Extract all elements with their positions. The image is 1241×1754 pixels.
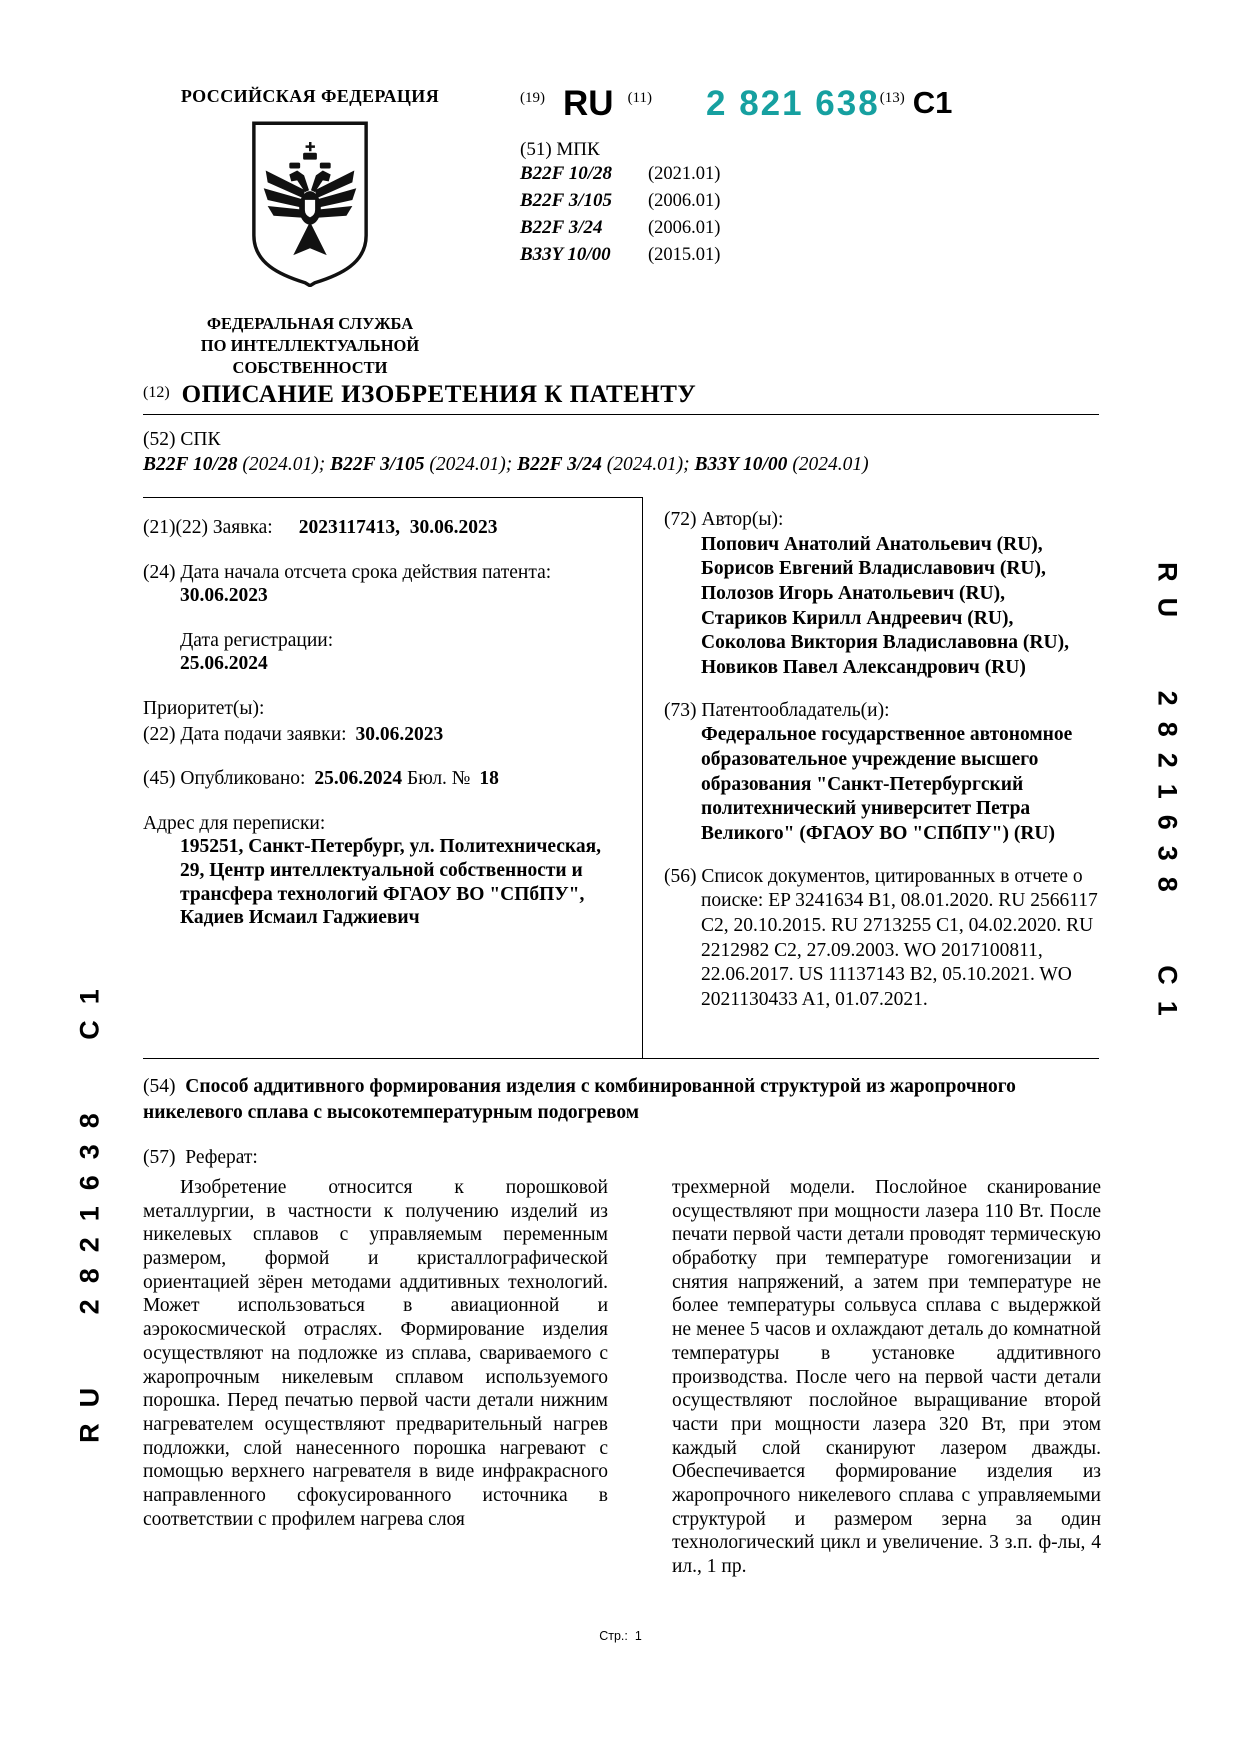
registration-label: Дата регистрации: <box>180 629 334 651</box>
published-field <box>143 767 625 791</box>
coat-of-arms-icon <box>246 119 374 287</box>
cpc-section-label: (52) СПК <box>143 429 221 450</box>
abstract-text-1: Изобретение относится к порошковой металлургии, в частности к получению изделий из никелевых сплавов с управляемым переменным размером, формой и кристаллографической ориентацией зёрен методами аддитивных технологий. Может использоваться в авиационной и аэрокосмической отраслях. Формирование изделия осуществляют на подложке из сплава, свариваемого с жаропрочным никелевым сплавом используемого порошка. Перед печатью первой части детали нижним нагревателем осуществляют предварительный нагрев подложки, слой нанесенного порошка нагревают с помощью верхнего нагревателя в виде инфракрасного направленного сфокусированного источника в соответствии с профилем нагрева слоя <box>143 1177 608 1530</box>
abstract-section <box>143 1147 1101 1579</box>
term-start-value: 30.06.2023 <box>180 585 268 607</box>
invention-title-section <box>143 1074 1101 1126</box>
horizontal-rule-top <box>143 414 1099 415</box>
abstract-column-2 <box>672 1176 1101 1579</box>
filing-date-value: 30.06.2023 <box>355 723 444 745</box>
field-box-bottom-rule <box>143 1058 1099 1059</box>
document-type-title: ОПИСАНИЕ ИЗОБРЕТЕНИЯ К ПАТЕНТУ <box>181 381 697 408</box>
bulletin-label: Бюл. № <box>407 768 471 790</box>
address-lines <box>180 835 625 929</box>
term-start-field <box>143 561 625 608</box>
filing-date-field <box>143 723 625 747</box>
citations-text: Список документов, цитированных в отчете о поиске: EP 3241634 B1, 08.01.2020. RU 2566117 C2, 20.10.2015. RU 2713255 C1, 04.02.2020. RU 2212982 C2, 27.09.2003. WO 2017100811, 22.06.2017. US 11137143 B2, 05.10.2021. WO 2021130433 A1, 01.07.2021. <box>701 865 1098 1010</box>
ipc-code-list <box>520 161 1100 269</box>
authors-label: (72) Автор(ы): <box>664 509 784 530</box>
ipc-code-line: B33Y 10/00 (2015.01) <box>520 243 721 265</box>
priority-label: Приоритет(ы): <box>143 697 265 719</box>
holder-lines <box>701 723 1100 846</box>
ipc-code-line: B22F 3/105 (2006.01) <box>520 189 721 211</box>
ipc-code-line: B22F 10/28 (2021.01) <box>520 163 721 184</box>
registration-field <box>143 629 625 676</box>
publication-number-row <box>520 86 1100 121</box>
published-label: (45) Опубликовано: <box>143 768 306 790</box>
agency-line1: ФЕДЕРАЛЬНАЯ СЛУЖБА <box>206 314 414 333</box>
term-start-label: (24) Дата начала отсчета срока действия патента: <box>143 561 552 583</box>
author-name: Соколова Виктория Владиславовна (RU), <box>701 632 1069 654</box>
kind-code: C1 <box>912 85 953 120</box>
field-box-top-rule <box>143 497 643 498</box>
priority-field <box>143 697 625 721</box>
holder-label: (73) Патентообладатель(и): <box>664 699 890 721</box>
author-name: Попович Анатолий Анатольевич (RU), <box>701 533 1043 555</box>
abstract-text-2: трехмерной модели. Послойное сканирование осуществляют при мощности лазера 110 Вт. После печати первой части детали проводят термическую обработку при температуре гомогенизации и снятия напряжений, а затем при температуре не более температуры сольвуса сплава с выдержкой не менее 5 часов и охлаждают деталь до комнатной температуры в установке аддитивного производства. После чего на первой части детали осуществляют послойное выращивание второй части при мощности лазера 320 Вт, при этом каждый слой сканируют лазером дважды. Обеспечивается формирование изделия из жаропрочного никелевого сплава с управляемыми структурой и размером зерна за один технологический цикл и увеличение. 3 з.п. ф-лы, 4 ил., 1 пр. <box>672 1177 1101 1577</box>
authors-list <box>701 533 1100 681</box>
authors-field <box>664 508 1100 681</box>
document-type-heading <box>143 381 1103 409</box>
invention-title: Способ аддитивного формирования изделия с комбинированной структурой из жаропрочного никелевого сплава с высокотемпературным подогревом <box>143 1076 1016 1123</box>
abstract-columns <box>143 1176 1101 1579</box>
abstract-label: (57) Реферат: <box>143 1147 258 1168</box>
header-right <box>520 86 1100 269</box>
registration-value: 25.06.2024 <box>180 653 268 675</box>
sidebar-patent-number-left: RU 2821638 C1 <box>74 973 105 1443</box>
author-name: Новиков Павел Александрович (RU) <box>701 656 1026 678</box>
country-code: RU <box>563 84 614 123</box>
bulletin-number: 18 <box>479 768 499 790</box>
cpc-code: B22F 10/28 (2024.01); <box>143 454 331 475</box>
application-field <box>143 516 625 540</box>
ipc-section-label: (51) МПК <box>520 139 600 160</box>
cpc-code: B33Y 10/00 (2024.01) <box>694 454 869 475</box>
holder-line: образовательное учреждение высшего <box>701 748 1039 770</box>
holder-line: Федеральное государственное автономное <box>701 724 1073 746</box>
inid-54-label: (54) <box>143 1076 176 1097</box>
inid-13-label: (13) <box>879 90 905 106</box>
published-date: 25.06.2024 <box>314 768 403 790</box>
address-field <box>143 812 625 930</box>
address-label: Адрес для переписки: <box>143 812 326 834</box>
page-number: Стр.: 1 <box>599 1629 642 1643</box>
application-value: 2023117413, 30.06.2023 <box>298 517 498 538</box>
sidebar-patent-number-right: RU 2821638 C1 <box>1152 562 1183 1032</box>
agency-name <box>138 313 482 378</box>
biblio-left-column <box>143 516 625 951</box>
holder-line: Великого" (ФГАОУ ВО "СПбПУ") (RU) <box>701 822 1055 844</box>
publication-number: 2 821 638 <box>706 84 880 123</box>
citations-field <box>664 865 1100 1013</box>
inid-11-label: (11) <box>627 90 652 106</box>
abstract-column-1 <box>143 1176 608 1579</box>
cpc-code: B22F 3/105 (2024.01); <box>330 454 518 475</box>
application-label: (21)(22) Заявка: <box>143 517 273 538</box>
field-box-divider <box>642 497 643 1058</box>
cpc-code-list <box>143 454 1099 476</box>
inid-12-label: (12) <box>143 384 170 401</box>
address-line: 29, Центр интеллектуальной собственности и <box>180 859 583 881</box>
filing-date-label: (22) Дата подачи заявки: <box>143 723 347 745</box>
holder-line: политехнический университет Петра <box>701 798 1031 820</box>
author-name: Полозов Игорь Анатольевич (RU), <box>701 582 1006 604</box>
address-line: трансфера технологий ФГАОУ ВО "СПбПУ", <box>180 883 585 905</box>
holder-line: образования "Санкт-Петербургский <box>701 773 1024 795</box>
cpc-section <box>143 429 1099 476</box>
ipc-code-line: B22F 3/24 (2006.01) <box>520 216 721 238</box>
cpc-code: B22F 3/24 (2024.01); <box>517 454 695 475</box>
citations-label: (56) <box>664 865 697 887</box>
author-name: Стариков Кирилл Андреевич (RU), <box>701 607 1014 629</box>
biblio-right-column <box>664 508 1100 1030</box>
inid-19-label: (19) <box>520 90 545 106</box>
agency-line2: ПО ИНТЕЛЛЕКТУАЛЬНОЙ СОБСТВЕННОСТИ <box>200 335 420 377</box>
author-name: Борисов Евгений Владиславович (RU), <box>701 558 1046 580</box>
holder-field <box>664 699 1100 847</box>
country-title: РОССИЙСКАЯ ФЕДЕРАЦИЯ <box>180 86 440 106</box>
address-line: Кадиев Исмаил Гаджиевич <box>180 907 420 929</box>
header-left <box>138 86 482 378</box>
address-line: 195251, Санкт-Петербург, ул. Политехническая, <box>180 836 602 858</box>
